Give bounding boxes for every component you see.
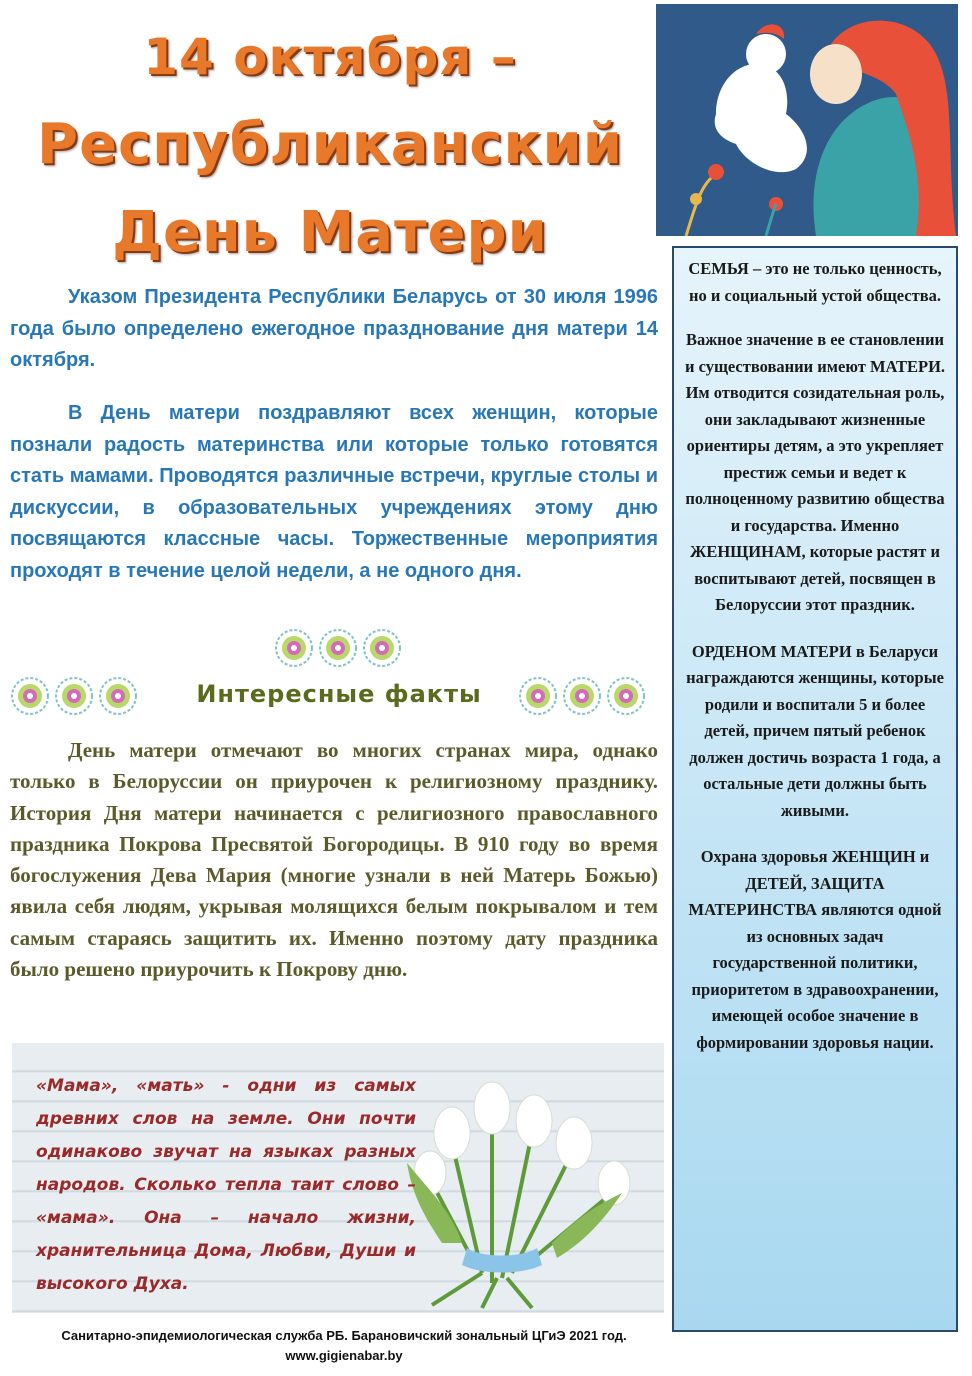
flower-ornament-icon [518, 676, 558, 716]
sidebar-mothers-role-text: Важное значение в ее становлении и существовании имеют МАТЕРИ. Им отводится созидательная роль, они закладывают жизненные ориентиры детям, а это укрепляет престиж семьи и ведет к полноценному развитию общества и государства. Именно ЖЕНЩИНАМ, которые растят и воспитывают детей, посвящен в Белоруссии этот праздник. [684, 330, 946, 614]
title-line-2: Республиканский [37, 112, 623, 177]
footer-credits: Санитарно-эпидемиологическая служба РБ. Барановичский зональный ЦГиЭ 2021 год. www.gigienabar.by [61, 1328, 627, 1363]
sidebar-info-box [672, 246, 958, 1332]
flower-ornament-icon [362, 628, 402, 668]
facts-paragraph: День матери отмечают во многих странах мира, однако только в Белоруссии он приурочен к религиозному празднику. История Дня матери начинается с религиозного православного праздника Покрова Пресвятой Богородицы. В 910 году во время богослужения Дева Мария (многие узнали в ней Матерь Божью) явила себя людям, укрывая молящихся белым покрывалом и тем самым стараясь защитить их. Именно поэтому дату праздника было решено приурочить к Покрову дню. [10, 738, 658, 982]
sidebar-family-text: СЕМЬЯ – это не только ценность, но и социальный устой общества. [688, 259, 942, 305]
mother-word-quote: «Мама», «мать» - одни из самых древних слов на земле. Они почти одинаково звучат на языках разных народов. Сколько тепла таит слово – «мама». Она – начало жизни, хранительница Дома, Любви, Души и высокого Духа. [36, 1076, 416, 1294]
flower-ornament-icon [54, 676, 94, 716]
title-line-3: День Матери [112, 200, 548, 265]
flower-ornament-icon [318, 628, 358, 668]
sidebar-order-of-mother-text: ОРДЕНОМ МАТЕРИ в Беларуси награждаются женщины, которые родили и воспитали 5 и более детей, причем пятый ребенок должен достичь возраста 1 года, а остальные дети должны быть живыми. [686, 641, 944, 820]
flower-ornament-icon [606, 676, 646, 716]
intro-paragraph-1: Указом Президента Республики Беларусь от 30 июля 1996 года было определено ежегодное празднование дня матери 14 октября. [10, 286, 658, 371]
flower-row-right [518, 676, 646, 716]
flower-ornament-icon [10, 676, 50, 716]
flower-ornament-icon [98, 676, 138, 716]
flower-ornament-icon [274, 628, 314, 668]
flower-ornament-icon [562, 676, 602, 716]
sidebar-health-protection-text: Охрана здоровья ЖЕНЩИН и ДЕТЕЙ, ЗАЩИТА МАТЕРИНСТВА являются одной из основных задач государственной политики, приоритетом в здравоохранении, имеющей особое значение в формировании здоровья нации. [688, 847, 942, 1052]
mother-child-illustration [656, 4, 958, 236]
title-line-1: 14 октября – [143, 28, 517, 86]
flower-row-top [274, 628, 402, 668]
facts-heading: Интересные факты [196, 680, 482, 708]
flower-row-left [10, 676, 138, 716]
intro-paragraph-2: В День матери поздравляют всех женщин, которые познали радость материнства или которые только готовятся стать мамами. Проводятся различные встречи, круглые столы и дискуссии, в образовательных учреждениях этому дню посвящаются классные часы. Торжественные мероприятия проходят в течение целой недели, а не одного дня. [10, 402, 658, 582]
